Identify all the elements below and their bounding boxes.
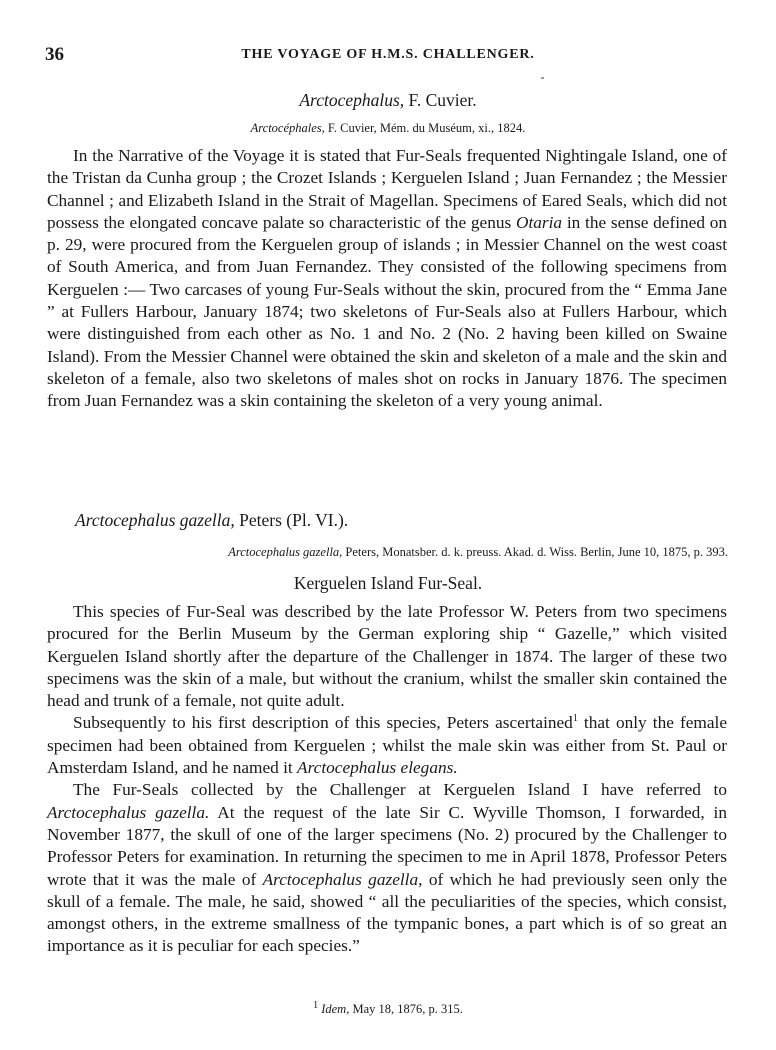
arctocephalus-elegans: Arctocephalus elegans.: [297, 758, 458, 778]
species-paragraph-2: Subsequently to his first description of this species, Peters ascertained$^1$ that only the female specimen had been obtained from Kerguelen ; whilst the male skin was either from St. Paul or Amsterdam Island, and he named it Arctocephalus elegans.: [47, 713, 727, 778]
footnote: [0, 999, 776, 1017]
genus-citation: [0, 121, 776, 136]
common-name-heading: Kerguelen Island Fur-Seal.: [293, 573, 483, 593]
species-heading: [75, 510, 348, 531]
species-citation: [228, 545, 728, 560]
arctocephalus-gazella-ref-1: Arctocephalus gazella.: [47, 802, 210, 822]
footnote-ref: May 18, 1876, p. 315.: [349, 1002, 463, 1016]
genus-author: F. Cuvier.: [404, 90, 477, 110]
otaria-genus: Otaria: [515, 212, 563, 232]
footnote-reference: 1: [572, 713, 578, 725]
page-number: 36: [45, 44, 64, 65]
genus-name: Arctocephalus,: [299, 90, 405, 110]
species-name: Arctocephalus gazella,: [75, 510, 235, 530]
species-paragraph-3: The Fur-Seals collected by the Challenger at Kerguelen Island I have referred to Arctocephalus gazella. At the request of the late Sir C. Wyville Thomson, I forwarded, in November 1877, the skull of one of the larger specimens (No. 2) procured by the Challenger to Professor Peters for examination. In returning the specimen to me in April 1878, Professor Peters wrote that it was the male of Arctocephalus gazella, of which he had previously seen only the skull of a female. The male, he said, showed “ all the peculiarities of the species, which consist, amongst others, in the extreme smallness of the tympanic bones, a part which is of so great an importance as it is peculiar for each species.”: [47, 780, 727, 956]
running-title: THE VOYAGE OF H.M.S. CHALLENGER.: [241, 47, 535, 62]
genus-heading: [45, 90, 731, 111]
genus-citation-ref: F. Cuvier, Mém. du Muséum, xi., 1824.: [324, 121, 526, 135]
footnote-marker: 1: [313, 999, 319, 1011]
genus-paragraph-block: [47, 145, 727, 413]
species-paragraph-1: This species of Fur-Seal was described by the late Professor W. Peters from two specimens procured for the Berlin Museum by the German exploring ship “ Gazelle,” which visited Kerguelen Island shortly after the departure of the Challenger in 1874. The larger of these two specimens was the skin of a male, but without the cranium, whilst the smaller skin contained the head and trunk of a female, not quite adult.: [47, 602, 727, 711]
species-citation-name: Arctocephalus gazella,: [228, 545, 343, 559]
species-author: Peters (Pl. VI.).: [234, 510, 349, 530]
footnote-idem: Idem,: [321, 1002, 350, 1016]
running-header: [45, 44, 731, 66]
species-paragraph-block: [47, 601, 727, 958]
genus-paragraph: In the Narrative of the Voyage it is stated that Fur-Seals frequented Nightingale Island, one of the Tristan da Cunha group ; the Crozet Islands ; Kerguelen Island ; Juan Fernandez ; the Messier Channel ; and Elizabeth Island in the Strait of Magellan. Specimens of Eared Seals, which did not possess the elongated concave palate so characteristic of the genus Otaria in the sense defined on p. 29, were procured from the Kerguelen group of islands ; in Messier Channel on the west coast of South America, and from Juan Fernandez. They consisted of the following specimens from Kerguelen :— Two carcases of young Fur-Seals without the skin, procured from the “ Emma Jane ” at Fullers Harbour, January 1874; two skeletons of Fur-Seals also at Fullers Harbour, which were distinguished from each other as No. 1 and No. 2 (No. 2 having been killed on Swaine Island). From the Messier Channel were obtained the skin and skeleton of a male and the skin and skeleton of a female, also two skeletons of males shot on rocks in January 1876. The specimen from Juan Fernandez was a skin containing the skeleton of a very young animal.: [47, 146, 728, 411]
genus-citation-name: Arctocéphales,: [250, 121, 325, 135]
species-citation-ref: Peters, Monatsber. d. k. preuss. Akad. d. Wiss. Berlin, June 10, 1875, p. 393.: [342, 545, 728, 559]
arctocephalus-gazella-ref-2: Arctocephalus gazella,: [262, 869, 423, 889]
print-speck: [541, 77, 544, 79]
